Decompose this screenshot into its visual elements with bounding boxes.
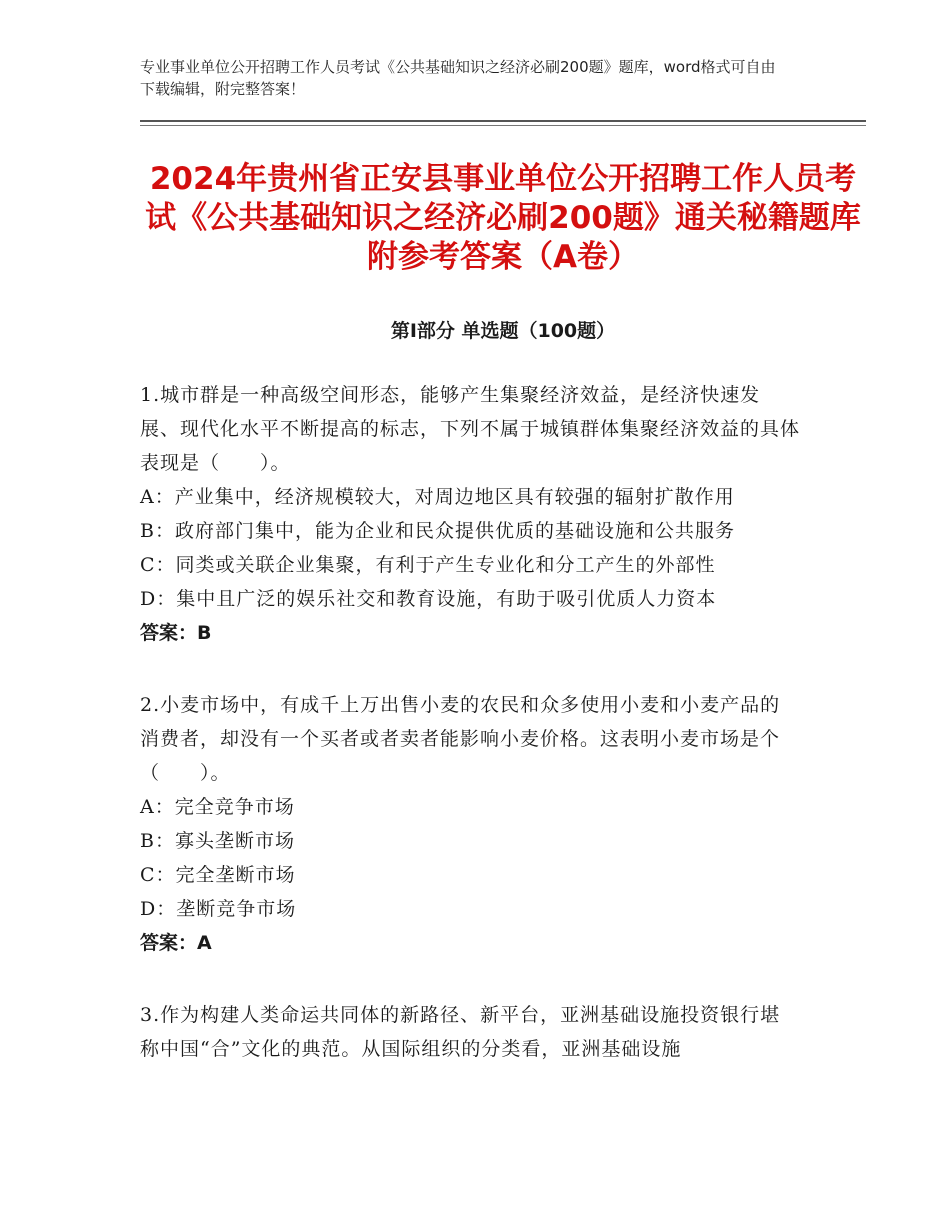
question-2: [140, 688, 800, 960]
option-b: B：政府部门集中，能为企业和民众提供优质的基础设施和公共服务: [140, 520, 735, 542]
option-c: C：同类或关联企业集聚，有利于产生专业化和分工产生的外部性: [140, 554, 716, 576]
header-note: 专业事业单位公开招聘工作人员考试《公共基础知识之经济必刷200题》题库，word格式可自由下载编辑，附完整答案！: [140, 58, 776, 98]
question-3: [140, 998, 800, 1066]
question-stem: 3.作为构建人类命运共同体的新路径、新平台，亚洲基础设施投资银行堪称中国“合”文化的典范。从国际组织的分类看，亚洲基础设施: [140, 1004, 781, 1060]
option-a: A：完全竞争市场: [140, 796, 295, 818]
question-stem: 2.小麦市场中，有成千上万出售小麦的农民和众多使用小麦和小麦产品的消费者，却没有一个买者或者卖者能影响小麦价格。这表明小麦市场是个（ ）。: [140, 694, 781, 784]
section-heading: 第Ⅰ部分 单选题（100题）: [390, 320, 616, 342]
question-list: [140, 378, 800, 1104]
document-title: 2024年贵州省正安县事业单位公开招聘工作人员考试《公共基础知识之经济必刷200题》通关秘籍题库附参考答案（A卷）: [145, 161, 861, 275]
header-rule-thin: [140, 125, 866, 126]
option-b: B：寡头垄断市场: [140, 830, 295, 852]
option-c: C：完全垄断市场: [140, 864, 296, 886]
header-rule-thick: [140, 120, 866, 122]
option-d: D：集中且广泛的娱乐社交和教育设施，有助于吸引优质人力资本: [140, 588, 717, 610]
option-a: A：产业集中，经济规模较大，对周边地区具有较强的辐射扩散作用: [140, 486, 735, 508]
option-d: D：垄断竞争市场: [140, 898, 297, 920]
question-1: [140, 378, 800, 650]
answer: 答案：B: [140, 622, 212, 644]
question-stem: 1.城市群是一种高级空间形态，能够产生集聚经济效益，是经济快速发展、现代化水平不断提高的标志，下列不属于城镇群体集聚经济效益的具体表现是（ ）。: [140, 384, 801, 474]
answer: 答案：A: [140, 932, 212, 954]
